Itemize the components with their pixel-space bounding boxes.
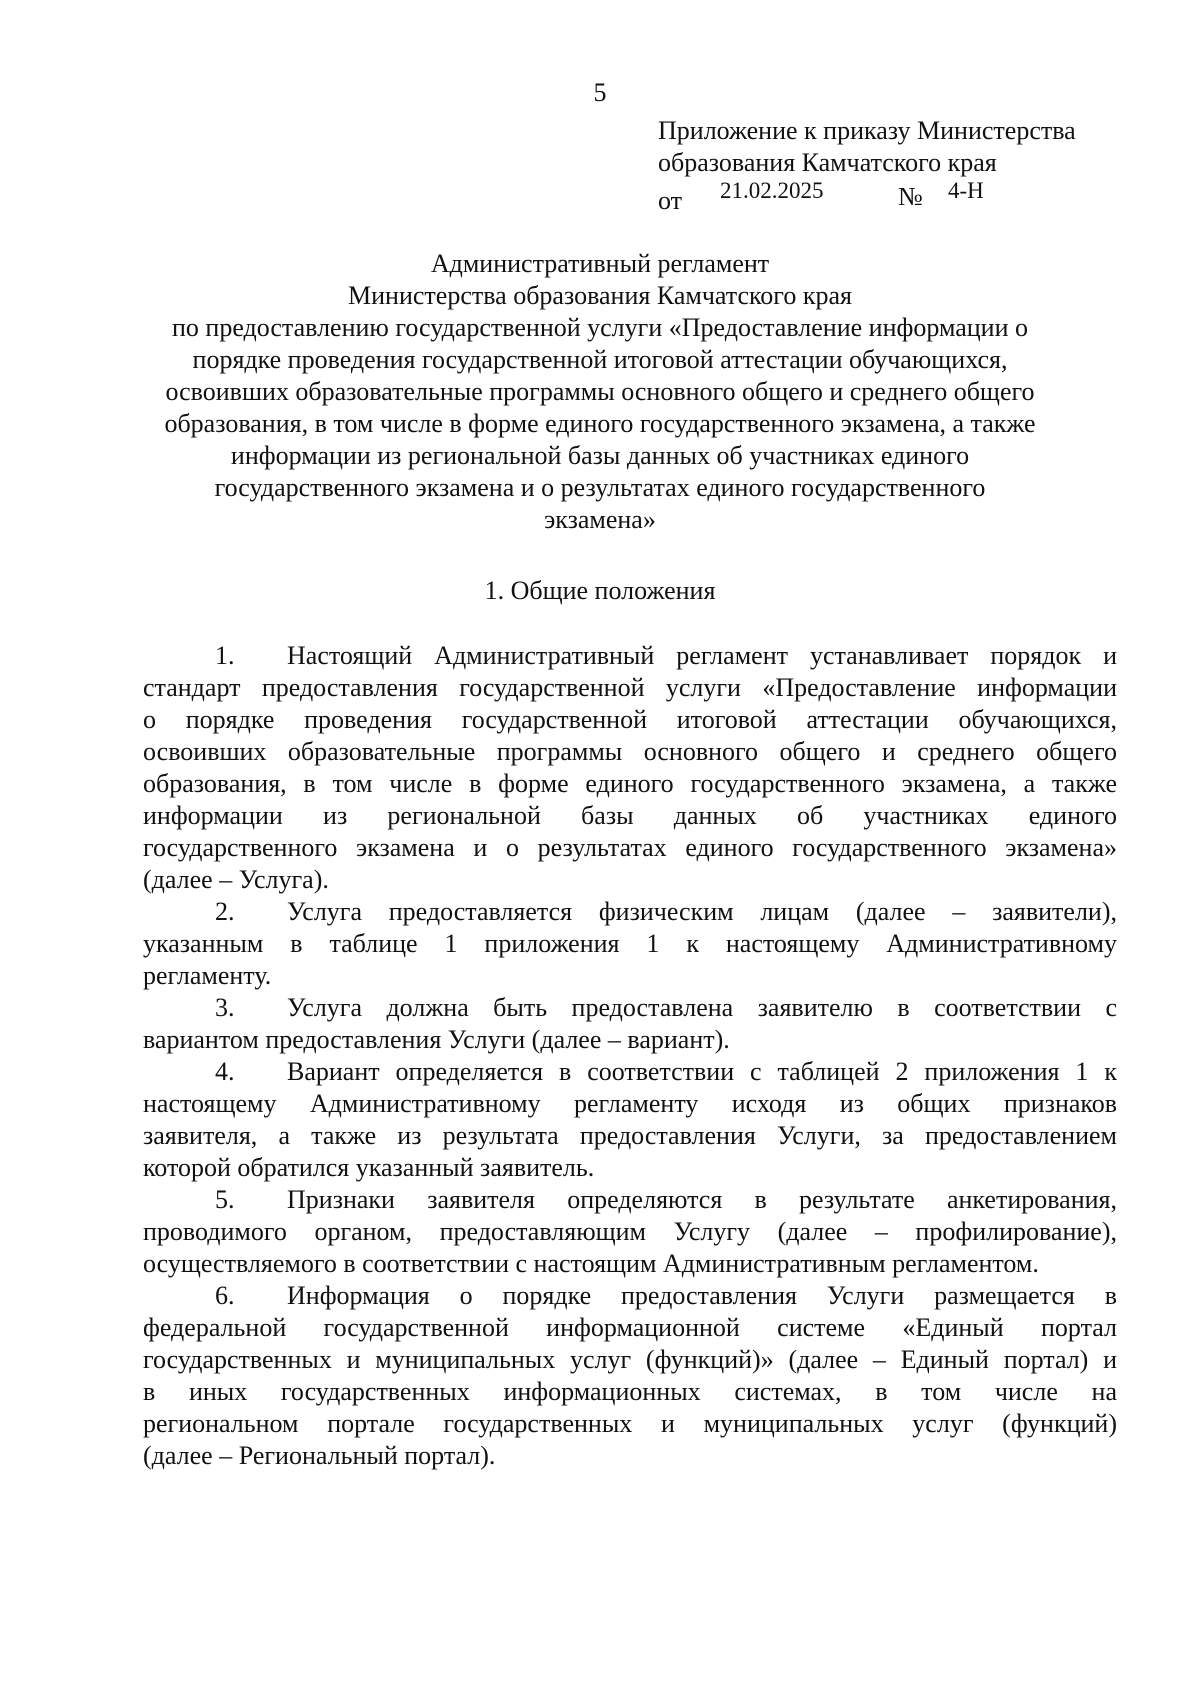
title-line: информации из региональной базы данных об участниках единого (230, 441, 970, 470)
paragraph-line (143, 1184, 1117, 1216)
paragraph-line-text: Услуга предоставляется физическим лицам (далее – заявители), (287, 897, 1117, 926)
title-line: образования, в том числе в форме единого государственного экзамена, а также (164, 409, 1036, 438)
appendix-date-row (658, 178, 1076, 215)
paragraph-line: настоящему Административному регламенту исходя из общих признаков (143, 1089, 1117, 1118)
paragraph-line: проводимого органом, предоставляющим Услугу (далее – профилирование), (143, 1217, 1117, 1246)
paragraph-number: 2. (215, 897, 235, 926)
paragraph-line-text: Настоящий Административный регламент устанавливает порядок и (287, 641, 1117, 670)
date-label: от (658, 186, 683, 215)
page-number: 5 (593, 78, 607, 107)
title-line: экзамена» (544, 505, 656, 534)
paragraph-line-text: Признаки заявителя определяются в результате анкетирования, (287, 1185, 1117, 1214)
paragraph-line (143, 992, 1117, 1024)
title-line: государственного экзамена и о результатах единого государственного (214, 473, 986, 502)
number-label: № (898, 182, 923, 211)
order-date: 21.02.2025 (720, 178, 824, 203)
paragraph-5 (143, 1184, 1117, 1280)
paragraph-number: 1. (215, 641, 235, 670)
title-line: Административный регламент (430, 249, 770, 278)
title-line: Министерства образования Камчатского края (348, 281, 852, 310)
paragraph-line: информации из региональной базы данных об участниках единого (143, 801, 1117, 830)
paragraph-number: 3. (215, 993, 235, 1022)
paragraph-line: государственного экзамена и о результатах единого государственного экзамена» (143, 833, 1117, 862)
paragraph-line: государственных и муниципальных услуг (функций)» (далее – Единый портал) и (143, 1345, 1117, 1374)
paragraph-line (143, 1056, 1117, 1088)
paragraph-6 (143, 1280, 1117, 1472)
paragraph-line: стандарт предоставления государственной услуги «Предоставление информации (143, 673, 1117, 702)
title-line: освоивших образовательные программы основного общего и среднего общего (165, 377, 1035, 406)
paragraph-2 (143, 896, 1117, 992)
appendix-header (658, 115, 1076, 215)
section-heading: 1. Общие положения (484, 576, 716, 605)
paragraph-line: указанным в таблице 1 приложения 1 к настоящему Административному (143, 929, 1117, 958)
appendix-line-2: образования Камчатского края (658, 148, 997, 177)
title-line: порядке проведения государственной итоговой аттестации обучающихся, (192, 345, 1008, 374)
document-title (120, 248, 1080, 536)
paragraph-line: осуществляемого в соответствии с настоящим Административным регламентом. (143, 1249, 1039, 1278)
paragraph-number: 5. (215, 1185, 235, 1214)
paragraph-line: региональном портале государственных и муниципальных услуг (функций) (143, 1409, 1117, 1438)
paragraph-line: заявителя, а также из результата предоставления Услуги, за предоставлением (143, 1121, 1117, 1150)
paragraph-line (143, 1280, 1117, 1312)
paragraph-line: образования, в том числе в форме единого государственного экзамена, а также (143, 769, 1117, 798)
paragraph-4 (143, 1056, 1117, 1184)
paragraph-line: федеральной государственной информационной системе «Единый портал (143, 1313, 1117, 1342)
appendix-line-1: Приложение к приказу Министерства (658, 116, 1076, 145)
paragraph-line: (далее – Региональный портал). (143, 1441, 496, 1470)
paragraph-1 (143, 640, 1117, 896)
paragraph-line: освоивших образовательные программы основного общего и среднего общего (143, 737, 1117, 766)
paragraph-line-text: Информация о порядке предоставления Услуги размещается в (287, 1281, 1117, 1310)
paragraph-line: (далее – Услуга). (143, 865, 329, 894)
title-line: по предоставлению государственной услуги «Предоставление информации о (171, 313, 1029, 342)
body-text (143, 640, 1117, 1472)
paragraph-line-text: Вариант определяется в соответствии с таблицей 2 приложения 1 к (287, 1057, 1117, 1086)
paragraph-line (143, 640, 1117, 672)
paragraph-3 (143, 992, 1117, 1056)
paragraph-line-text: Услуга должна быть предоставлена заявителю в соответствии с (287, 993, 1117, 1022)
paragraph-line: в иных государственных информационных системах, в том числе на (143, 1377, 1117, 1406)
paragraph-line: регламенту. (143, 961, 272, 990)
order-number: 4-Н (948, 178, 984, 203)
paragraph-number: 4. (215, 1057, 235, 1086)
paragraph-line: которой обратился указанный заявитель. (143, 1153, 595, 1182)
paragraph-line: о порядке проведения государственной итоговой аттестации обучающихся, (143, 705, 1117, 734)
paragraph-number: 6. (215, 1281, 235, 1310)
paragraph-line (143, 896, 1117, 928)
paragraph-line: вариантом предоставления Услуги (далее – вариант). (143, 1025, 730, 1054)
